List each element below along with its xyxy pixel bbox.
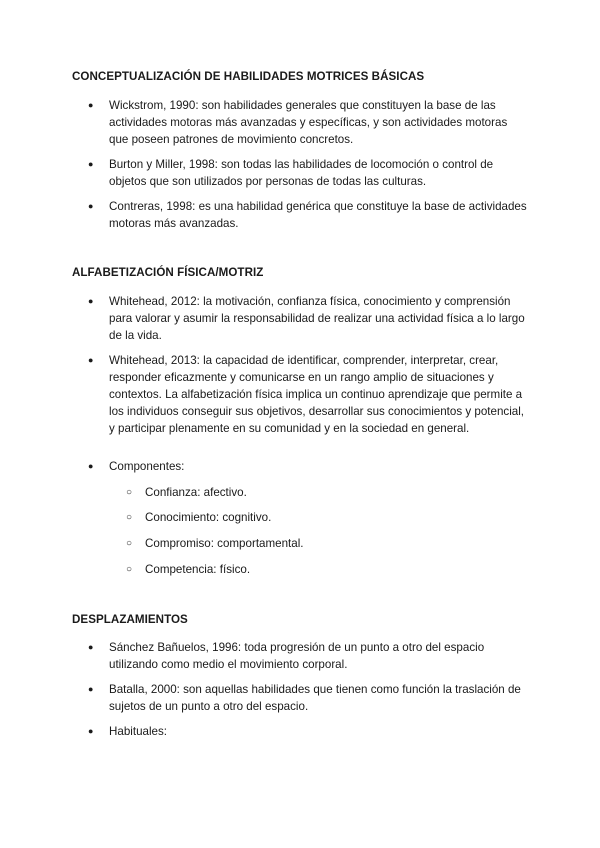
list-item-text: Burton y Miller, 1998: son todas las habilidades de locomoción o control de objetos que son utilizados por personas de todas las culturas. xyxy=(109,158,494,188)
bullet-icon: ● xyxy=(88,684,94,694)
sub-list-item-text: Competencia: físico. xyxy=(145,563,251,576)
list-item-text: Wickstrom, 1990: son habilidades generales que constituyen la base de las actividades motoras más avanzadas y específicas, y son actividades motoras que poseen patrones de movimiento concretos. xyxy=(109,99,508,146)
bullet-icon: ● xyxy=(88,201,94,211)
list-item-text: Batalla, 2000: son aquellas habilidades que tienen como función la traslación de sujetos de un punto a otro del espacio. xyxy=(109,683,521,713)
section-title-desplazamientos: DESPLAZAMIENTOS xyxy=(72,613,188,626)
sub-list-item-text: Confianza: afectivo. xyxy=(145,486,247,499)
bullet-icon: ● xyxy=(88,355,94,365)
circle-bullet-icon: ○ xyxy=(126,564,133,575)
bullet-icon: ● xyxy=(88,296,94,306)
circle-bullet-icon: ○ xyxy=(126,538,133,549)
bullet-icon: ● xyxy=(88,100,94,110)
list-item xyxy=(88,156,528,190)
list-item xyxy=(88,352,528,437)
list-item xyxy=(88,458,528,475)
sub-list-item xyxy=(126,484,247,501)
list-item xyxy=(88,681,528,715)
list-item-text: Contreras, 1998: es una habilidad genérica que constituye la base de actividades motoras más avanzadas. xyxy=(109,200,527,230)
list-item xyxy=(88,293,528,344)
circle-bullet-icon: ○ xyxy=(126,487,133,498)
sub-list-item xyxy=(126,509,271,526)
bullet-icon: ● xyxy=(88,461,94,471)
bullet-icon: ● xyxy=(88,726,94,736)
section-title-alfabetizacion: ALFABETIZACIÓN FÍSICA/MOTRIZ xyxy=(72,266,264,279)
sub-list-item xyxy=(126,535,304,552)
list-item xyxy=(88,723,528,740)
list-item-text: Whitehead, 2012: la motivación, confianza física, conocimiento y comprensión para valorar y asumir la responsabilidad de realizar una actividad física a lo largo de la vida. xyxy=(109,295,525,342)
list-item-text: Componentes: xyxy=(109,460,185,473)
section-title-conceptualizacion: CONCEPTUALIZACIÓN DE HABILIDADES MOTRICES BÁSICAS xyxy=(72,70,425,83)
sub-list-item-text: Compromiso: comportamental. xyxy=(145,537,304,550)
sub-list-item-text: Conocimiento: cognitivo. xyxy=(145,511,272,524)
circle-bullet-icon: ○ xyxy=(126,512,133,523)
list-item-text: Habituales: xyxy=(109,725,168,738)
list-item xyxy=(88,639,528,673)
list-item xyxy=(88,97,528,148)
list-item-text: Sánchez Bañuelos, 1996: toda progresión de un punto a otro del espacio utilizando como medio el movimiento corporal. xyxy=(109,641,485,671)
sub-list-item xyxy=(126,561,250,578)
bullet-icon: ● xyxy=(88,159,94,169)
list-item-text: Whitehead, 2013: la capacidad de identificar, comprender, interpretar, crear, responder eficazmente y comunicarse en un rango amplio de situaciones y contextos. La alfabetización física implica un continuo aprendizaje que permite a los individuos conseguir sus objetivos, desarrollar sus conocimientos y potencial, y participar plenamente en su comunidad y en la sociedad en general. xyxy=(109,354,525,435)
list-item xyxy=(88,198,528,232)
bullet-icon: ● xyxy=(88,642,94,652)
